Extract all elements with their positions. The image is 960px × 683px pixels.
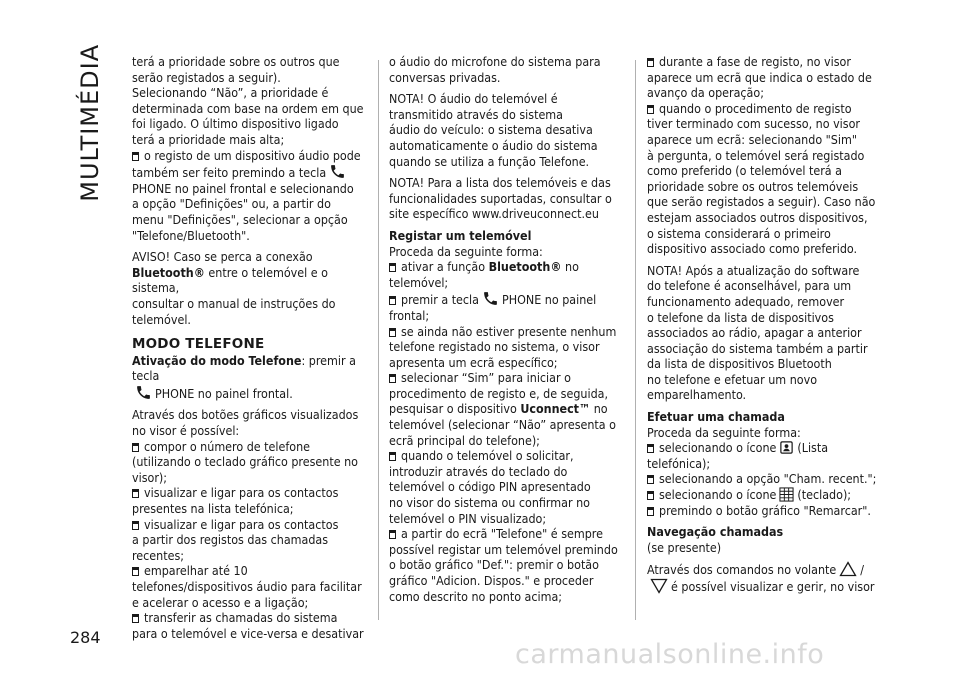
section-title: MODO TELEFONE	[132, 336, 265, 353]
text-line: da lista de dispositivos Bluetooth	[647, 356, 832, 372]
text-line: NOTA! Para a lista dos telemóveis e das	[389, 175, 611, 191]
triangle-up-icon	[839, 561, 857, 577]
text-span: é possível visualizar e gerir, no visor	[671, 579, 875, 594]
text-line: AVISO! Caso se perca a conexão	[132, 249, 313, 265]
text-line: para o telemóvel e vice-versa e desativar	[132, 625, 364, 641]
text-span: quando o telemóvel o solicitar,	[401, 448, 574, 464]
column-2	[389, 54, 627, 604]
text-span: (Lista	[797, 440, 829, 456]
text-line: no visor do sistema ou confirmar no	[389, 495, 590, 511]
text-line: determinada com base na ordem em que	[132, 100, 364, 116]
list-bullet-icon	[132, 567, 139, 576]
text-line	[132, 265, 370, 296]
text-line: terá a prioridade sobre os outros que	[132, 54, 340, 69]
text-line: a partir dos registos das chamadas	[132, 532, 329, 548]
text-line: ecrã principal do telefone);	[389, 432, 540, 448]
text-span: selecionando o ícone	[659, 487, 777, 503]
list-bullet-icon	[647, 105, 654, 114]
list-bullet-icon	[132, 489, 139, 498]
text-line: no visor é possível:	[132, 423, 240, 439]
text-line	[647, 561, 887, 578]
text-line: e acelerar o acesso e a ligação;	[132, 594, 309, 610]
list-bullet-icon	[647, 507, 654, 516]
text-line	[132, 353, 370, 384]
text-line: aparece um ecrã que indica o estado de	[647, 69, 872, 85]
list-item	[389, 370, 627, 386]
text-line: telefónica);	[647, 455, 711, 471]
text-span: selecionando o ícone	[659, 440, 777, 456]
text-line: como preferido (o telemóvel terá a	[647, 163, 842, 179]
text-line: telemóvel (selecionar “Não” apresenta o	[389, 417, 616, 433]
text-line: Proceda da seguinte forma:	[389, 243, 543, 259]
list-item	[389, 290, 627, 308]
text-line: telemóvel;	[389, 274, 449, 290]
text-line: áudio do veículo: o sistema desativa	[389, 122, 593, 138]
text-line: telefone registado no sistema, o visor	[389, 339, 600, 355]
page-number: 284	[70, 628, 101, 647]
text-line: (utilizando o teclado gráfico presente no	[132, 454, 358, 470]
text-span: (teclado);	[797, 487, 852, 503]
text-line: como descrito no ponto acima;	[389, 588, 563, 604]
text-line: associação do sistema também a partir	[647, 340, 868, 356]
list-item	[132, 485, 370, 501]
text-line: tiver terminado com sucesso, no visor	[647, 116, 860, 132]
text-line: NOTA! Após a atualização do software	[647, 262, 860, 278]
text-span: compor o número de telefone	[144, 438, 311, 454]
subsection-title: Registar um telemóvel	[389, 227, 532, 243]
text-line	[647, 578, 887, 595]
text-line: (se presente)	[647, 539, 722, 555]
list-item	[647, 54, 887, 70]
list-item	[132, 517, 370, 533]
list-item	[132, 563, 370, 579]
text-span: premir a tecla	[401, 292, 479, 308]
text-line: apresenta um ecrã específico;	[389, 354, 558, 370]
text-span: se ainda não estiver presente nenhum	[401, 323, 617, 339]
text-line: associados ao rádio, apagar a anterior	[647, 325, 862, 341]
text-line: dispositivo associado como preferido.	[647, 241, 858, 257]
text-line: visor);	[132, 469, 168, 485]
text-line: gráfico "Adicion. Dispos." e proceder	[389, 573, 594, 588]
text-span: : premir a tecla	[132, 352, 356, 384]
text-line: "Telefone/Bluetooth".	[132, 227, 250, 243]
text-line: emparelhamento.	[647, 387, 747, 403]
text-line	[132, 384, 370, 402]
text-span: Através dos comandos no volante	[647, 562, 837, 578]
list-bullet-icon	[647, 491, 654, 500]
text-line: site específico www.driveuconnect.eu	[389, 206, 599, 222]
text-line: telemóvel o código PIN apresentado	[389, 479, 591, 495]
list-bullet-icon	[132, 443, 139, 452]
text-line: no telefone e efetuar um novo	[647, 371, 818, 387]
list-bullet-icon	[389, 452, 396, 461]
list-item	[647, 101, 887, 117]
list-item	[647, 503, 887, 519]
bold-term: Uconnect™	[520, 401, 591, 417]
list-bullet-icon	[389, 374, 396, 383]
text-line: funcionamento adequado, remover	[647, 293, 845, 309]
list-bullet-icon	[389, 296, 396, 305]
text-line: funcionalidades suportadas, consultar o	[389, 190, 612, 206]
text-line: telemóvel o PIN visualizado;	[389, 510, 547, 526]
text-span: premindo o botão gráfico "Remarcar".	[659, 502, 871, 518]
column-divider	[635, 60, 636, 620]
list-item	[132, 610, 370, 626]
bold-term: Ativação do modo Telefone	[132, 352, 302, 368]
text-line: foi ligado. O último dispositivo ligado	[132, 116, 339, 132]
text-line: automaticamente o áudio do sistema	[389, 137, 598, 153]
text-line: Através dos botões gráficos visualizados	[132, 407, 359, 423]
text-line: frontal;	[389, 307, 430, 323]
triangle-down-icon	[650, 578, 668, 594]
watermark-text: carmanualsonline.info	[515, 639, 825, 670]
phone-handset-icon	[482, 290, 499, 307]
text-line: Selecionando “Não”, a prioridade é	[132, 85, 329, 101]
list-item	[647, 487, 887, 503]
chapter-title: MULTIMÉDIA	[76, 44, 105, 202]
text-line: PHONE no painel frontal e selecionando	[132, 180, 354, 196]
text-span: selecionando a opção "Cham. recent.";	[659, 471, 877, 487]
phone-handset-icon	[135, 384, 152, 401]
list-item	[647, 471, 887, 487]
text-line: conversas privadas.	[389, 69, 501, 85]
column-divider	[378, 60, 379, 620]
text-span: transferir as chamadas do sistema	[144, 610, 338, 626]
text-line: introduzir através do teclado do	[389, 463, 568, 479]
list-item	[132, 148, 370, 164]
text-line: terá a prioridade mais alta;	[132, 131, 285, 147]
text-line: procedimento de registo e, de seguida,	[389, 385, 609, 401]
list-bullet-icon	[647, 444, 654, 453]
text-span: ativar a função	[401, 259, 489, 275]
text-span: emparelhar até 10	[144, 563, 248, 579]
subsection-title: Navegação chamadas	[647, 524, 784, 540]
contacts-book-icon	[779, 440, 794, 455]
text-line: menu "Definições", selecionar a opção	[132, 211, 348, 227]
text-span: também ser feito premindo a tecla	[132, 165, 327, 181]
list-bullet-icon	[132, 152, 139, 161]
text-span: entre o telemóvel e o sistema,	[132, 264, 328, 296]
text-line: NOTA! O áudio do telemóvel é	[389, 91, 558, 107]
text-line: aparece um ecrã: selecionando "Sim"	[647, 131, 857, 147]
list-item	[647, 440, 887, 456]
list-bullet-icon	[389, 263, 396, 272]
text-line: o áudio do microfone do sistema para	[389, 54, 601, 69]
subsection-title: Efetuar uma chamada	[647, 409, 785, 425]
text-line: prioridade sobre os outros telemóveis	[647, 178, 859, 194]
text-line: o botão gráfico "Def.": premir o botão	[389, 557, 599, 573]
text-span: visualizar e ligar para os contactos	[144, 485, 339, 501]
phone-handset-icon	[329, 163, 346, 180]
list-bullet-icon	[389, 328, 396, 337]
list-item	[132, 439, 370, 455]
text-span: no	[561, 259, 579, 275]
text-span: a partir do ecrã "Telefone" é sempre	[401, 526, 603, 542]
text-line: serão registados a seguir).	[132, 69, 281, 85]
text-span: quando o procedimento de registo	[659, 100, 852, 116]
text-line: transmitido através do sistema	[389, 106, 563, 122]
text-line: consultar o manual de instruções do	[132, 295, 336, 311]
column-1	[132, 54, 370, 641]
text-line: do telefone é aconselhável, para um	[647, 278, 852, 294]
text-line: quando se utiliza a função Telefone.	[389, 153, 590, 169]
text-line: recentes;	[132, 547, 185, 563]
list-item	[389, 526, 627, 542]
text-line: o sistema considerará o primeiro	[647, 225, 831, 241]
bold-term: Bluetooth®	[488, 259, 562, 275]
text-span: pesquisar o dispositivo	[389, 401, 521, 417]
list-bullet-icon	[132, 521, 139, 530]
list-item	[389, 259, 627, 275]
text-line: a opção "Definições" ou, a partir do	[132, 196, 331, 212]
text-line: Proceda da seguinte forma:	[647, 424, 801, 440]
list-item	[389, 324, 627, 340]
text-span: no	[590, 401, 608, 417]
chapter-sidebar	[62, 44, 120, 202]
text-line: telemóvel.	[132, 311, 191, 327]
text-span: PHONE no painel frontal.	[155, 385, 293, 401]
text-line: estejam associados outros dispositivos,	[647, 209, 868, 225]
list-bullet-icon	[132, 614, 139, 623]
text-line: possível registar um telemóvel premindo	[389, 541, 618, 557]
bold-term: Bluetooth®	[132, 264, 205, 280]
list-bullet-icon	[647, 58, 654, 67]
text-span: selecionar “Sim” para iniciar o	[401, 370, 571, 386]
column-3	[647, 54, 887, 595]
list-item	[389, 448, 627, 464]
text-span: PHONE no painel	[501, 292, 597, 308]
keypad-grid-icon	[779, 487, 794, 502]
text-line: que serão registados a seguir). Caso não	[647, 194, 876, 210]
text-span: /	[860, 562, 865, 578]
text-span: visualizar e ligar para os contactos	[144, 516, 339, 532]
text-span: durante a fase de registo, no visor	[659, 54, 851, 69]
text-line: à pergunta, o telemóvel será registado	[647, 147, 865, 163]
text-line: presentes na lista telefónica;	[132, 501, 294, 517]
text-line	[132, 163, 370, 181]
text-line	[389, 401, 627, 417]
text-line: telefones/dispositivos áudio para facilitar	[132, 579, 362, 594]
text-span: o registo de um dispositivo áudio pode	[144, 147, 361, 163]
text-line: o telefone da lista de dispositivos	[647, 309, 834, 325]
list-bullet-icon	[389, 530, 396, 539]
text-line: avanço da operação;	[647, 85, 764, 101]
list-bullet-icon	[647, 475, 654, 484]
